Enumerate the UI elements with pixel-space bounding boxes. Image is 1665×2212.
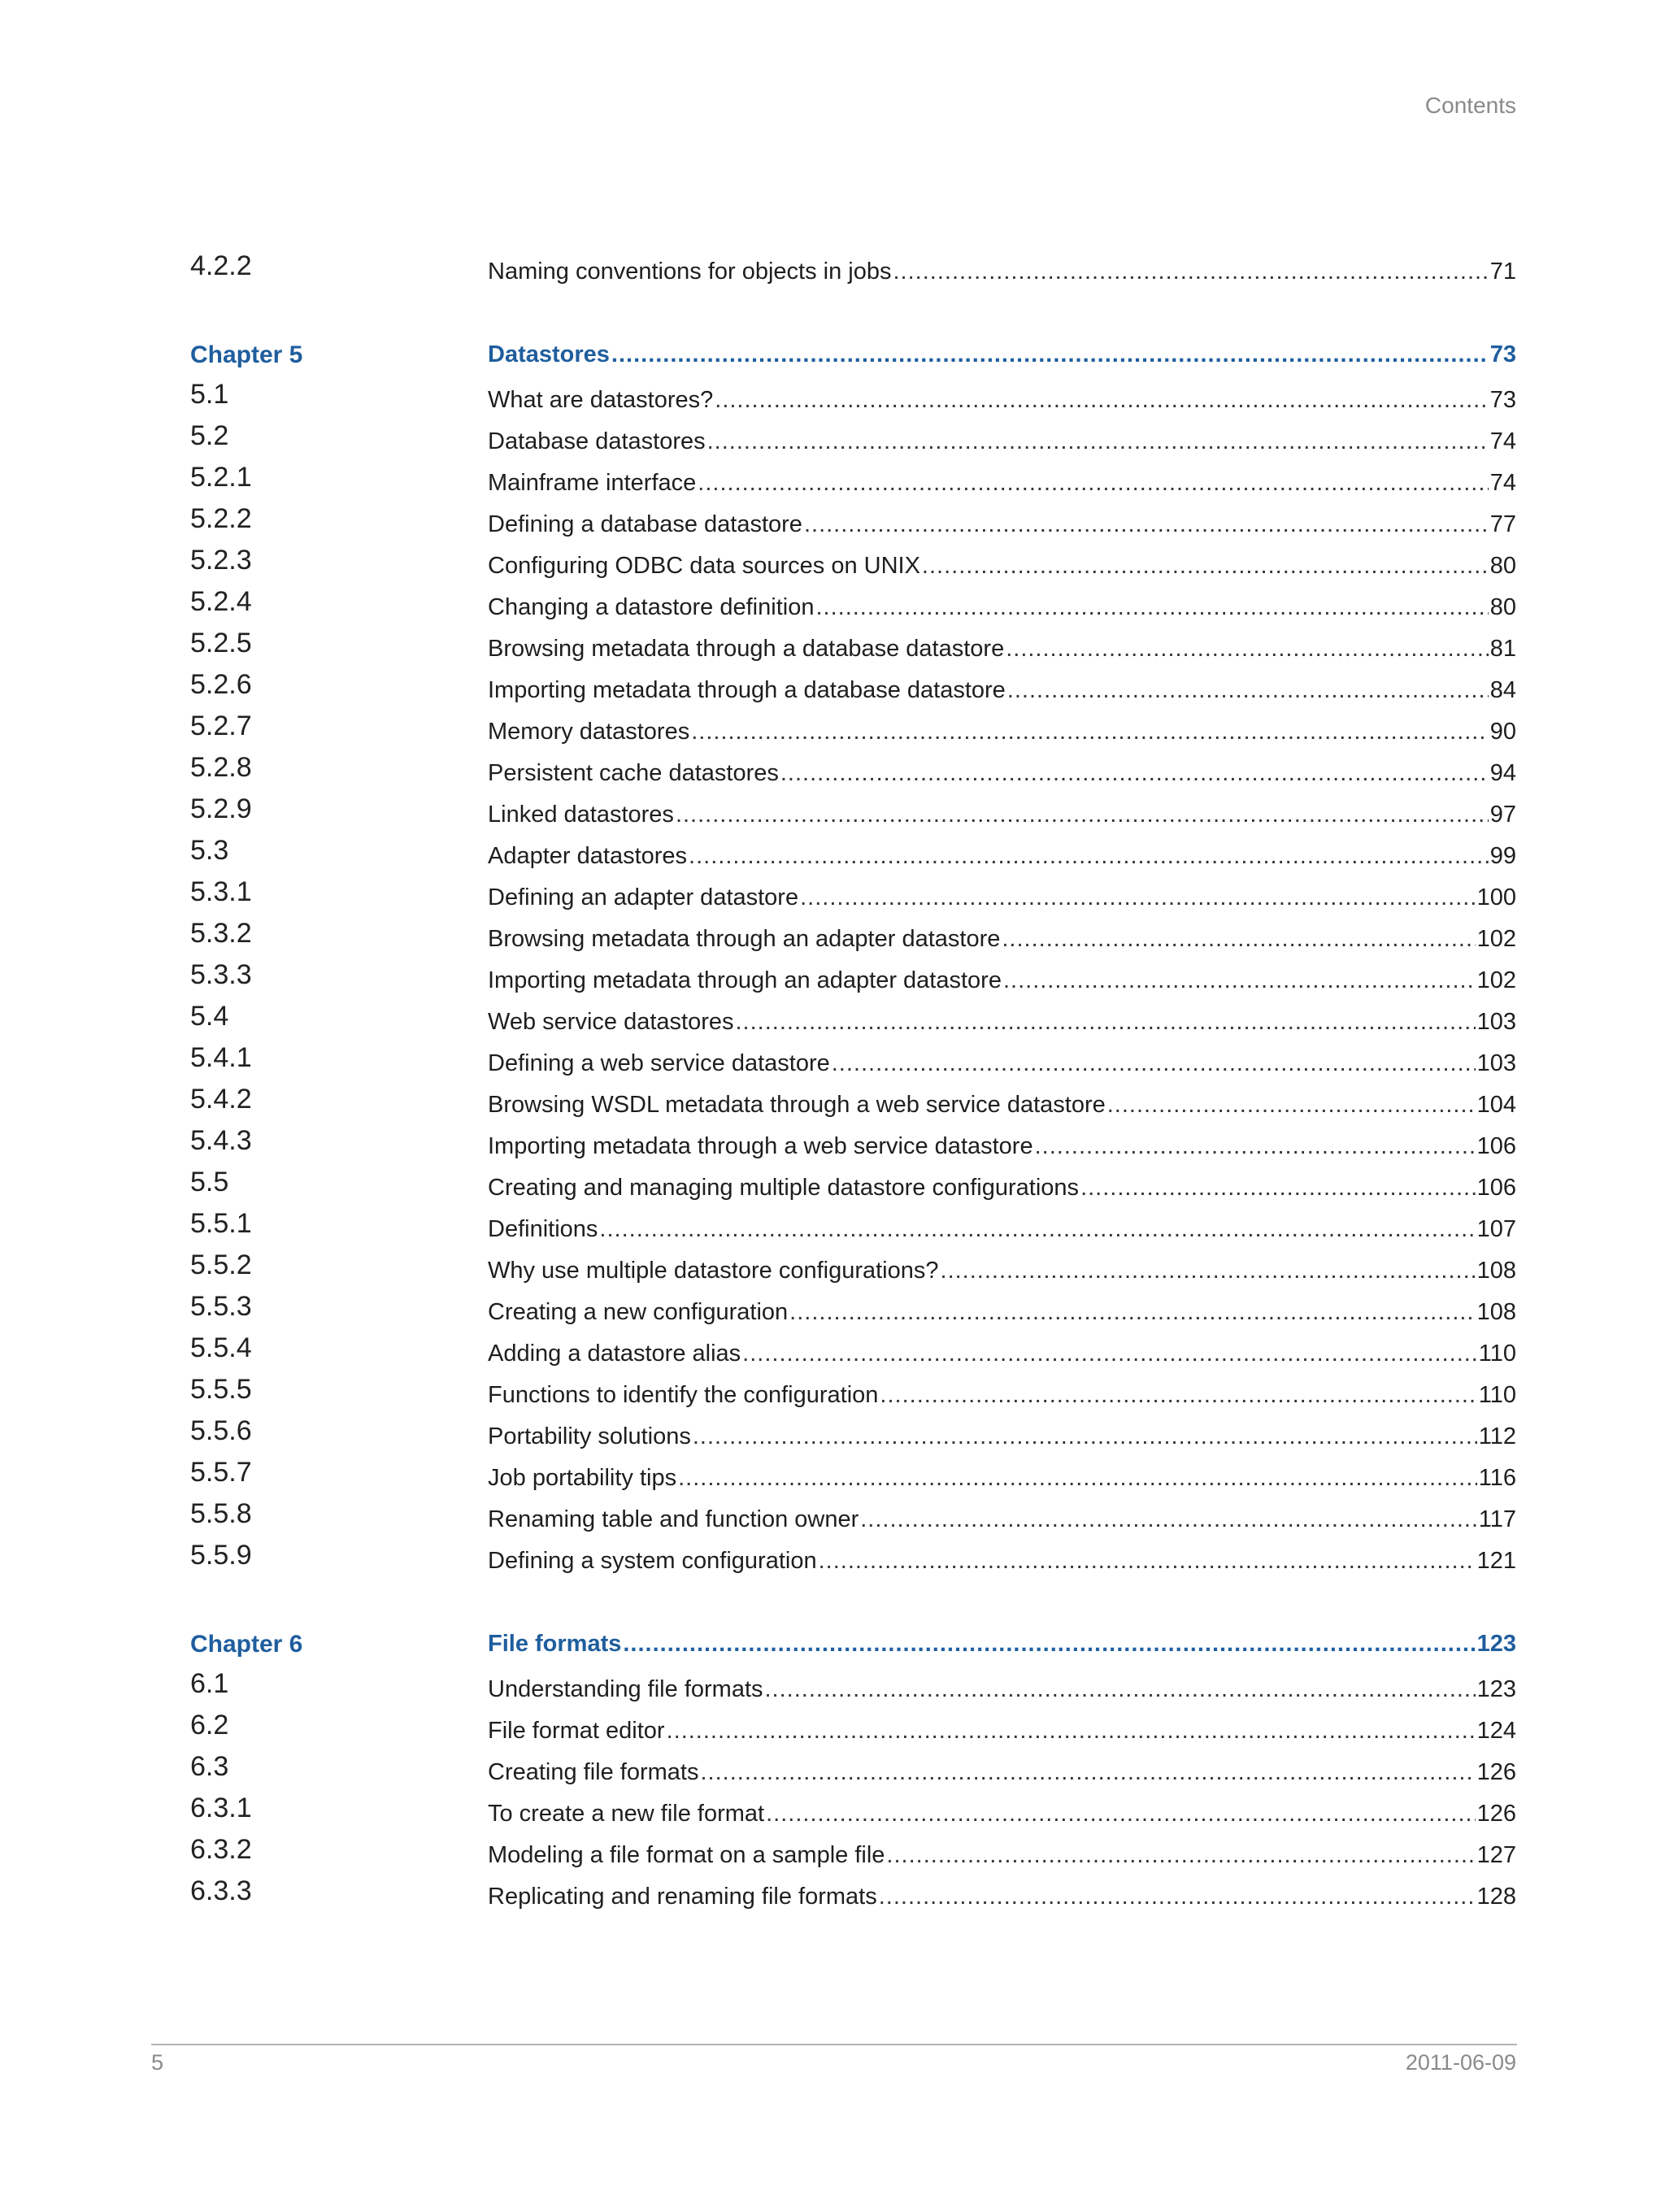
toc-entry-link[interactable] xyxy=(488,1341,1516,1367)
toc-entry-link[interactable] xyxy=(488,511,1516,538)
toc-entry-number: 5.5.9 xyxy=(190,1540,252,1571)
toc-entry-row[interactable] xyxy=(190,876,1516,918)
toc-entry-title: Functions to identify the configuration xyxy=(488,1382,879,1408)
toc-entry-number: 5.2.4 xyxy=(190,586,252,617)
toc-entry-row[interactable] xyxy=(190,1793,1516,1834)
toc-entry-row[interactable] xyxy=(190,1751,1516,1793)
toc-entry-page: 128 xyxy=(1476,1884,1516,1910)
dot-leader xyxy=(599,1216,1475,1243)
toc-entry-row[interactable] xyxy=(190,1167,1516,1208)
toc-entry-page: 84 xyxy=(1489,677,1516,703)
dot-leader xyxy=(766,1801,1476,1827)
toc-entry-row[interactable] xyxy=(190,462,1516,503)
dot-leader xyxy=(815,594,1488,621)
toc-entry-title: Browsing metadata through an adapter datastore xyxy=(488,926,1001,952)
toc-entry-number: 5.2.1 xyxy=(190,462,252,493)
toc-entry-page: 90 xyxy=(1489,719,1516,745)
dot-leader xyxy=(736,1009,1476,1036)
toc-entry-title: Creating a new configuration xyxy=(488,1299,789,1325)
toc-entry-row[interactable] xyxy=(190,1668,1516,1710)
dot-leader xyxy=(698,470,1488,497)
toc-entry-link[interactable] xyxy=(488,1382,1516,1409)
toc-entry-page: 94 xyxy=(1489,760,1516,786)
toc-entry-title: Web service datastores xyxy=(488,1009,734,1035)
toc-entry-number: 5.5 xyxy=(190,1167,229,1197)
toc-entry-row[interactable] xyxy=(190,1415,1516,1457)
dot-leader xyxy=(922,553,1489,580)
toc-entry-link[interactable] xyxy=(488,1258,1516,1284)
toc-chapter-row[interactable] xyxy=(190,333,1516,379)
toc-entry-row[interactable] xyxy=(190,793,1516,835)
dot-leader xyxy=(819,1548,1476,1575)
toc-entry-number: 5.5.2 xyxy=(190,1249,252,1280)
toc-entry-number: 5.4.3 xyxy=(190,1125,252,1156)
toc-entry-row[interactable] xyxy=(190,1084,1516,1125)
toc-entry-row[interactable] xyxy=(190,959,1516,1001)
toc-entry-link[interactable] xyxy=(488,1631,1516,1658)
toc-entry-link[interactable] xyxy=(488,1884,1516,1910)
toc-entry-title: Renaming table and function owner xyxy=(488,1506,859,1532)
toc-entry-link[interactable] xyxy=(488,1548,1516,1575)
toc-entry-title: Creating file formats xyxy=(488,1759,699,1785)
toc-entry-row[interactable] xyxy=(190,250,1516,292)
toc-entry-number: 5.1 xyxy=(190,379,229,410)
toc-entry-page: 121 xyxy=(1476,1548,1516,1574)
toc-entry-row[interactable] xyxy=(190,711,1516,752)
toc-entry-page: 103 xyxy=(1476,1009,1516,1035)
toc-entry-page: 73 xyxy=(1489,341,1516,367)
toc-entry-number: Chapter 6 xyxy=(190,1631,303,1658)
toc-entry-row[interactable] xyxy=(190,1374,1516,1415)
toc-entry-page: 97 xyxy=(1489,802,1516,828)
dot-leader xyxy=(707,428,1489,455)
toc-entry-title: Adding a datastore alias xyxy=(488,1341,741,1367)
toc-entry-link[interactable] xyxy=(488,760,1516,787)
dot-leader xyxy=(893,259,1488,285)
toc-entry-number: 5.5.8 xyxy=(190,1498,252,1529)
toc-entry-number: 5.5.5 xyxy=(190,1374,252,1405)
toc-entry-title: Defining a system configuration xyxy=(488,1548,817,1574)
toc-entry-link[interactable] xyxy=(488,802,1516,828)
toc-entry-title: Job portability tips xyxy=(488,1465,677,1491)
toc-entry-row[interactable] xyxy=(190,1875,1516,1917)
toc-entry-link[interactable] xyxy=(488,1175,1516,1202)
toc-entry-row[interactable] xyxy=(190,1001,1516,1042)
toc-entry-number: 5.2.3 xyxy=(190,545,252,576)
dot-leader xyxy=(701,1759,1476,1786)
dot-leader xyxy=(693,1423,1477,1450)
toc-entry-link[interactable] xyxy=(488,967,1516,994)
toc-entry-title: Database datastores xyxy=(488,428,706,454)
toc-entry-link[interactable] xyxy=(488,884,1516,911)
toc-entry-link[interactable] xyxy=(488,677,1516,704)
toc-entry-row[interactable] xyxy=(190,752,1516,793)
toc-entry-title: Creating and managing multiple datastore configurations xyxy=(488,1175,1080,1201)
toc-entry-page: 100 xyxy=(1476,884,1516,910)
dot-leader xyxy=(1003,967,1476,994)
toc-entry-page: 108 xyxy=(1476,1299,1516,1325)
toc-entry-link[interactable] xyxy=(488,553,1516,580)
toc-entry-page: 102 xyxy=(1476,967,1516,993)
dot-leader xyxy=(667,1718,1476,1745)
toc-entry-row[interactable] xyxy=(190,1457,1516,1498)
toc-entry-row[interactable] xyxy=(190,420,1516,462)
toc-entry-row[interactable] xyxy=(190,1540,1516,1581)
running-header: Contents xyxy=(1424,93,1516,118)
toc-entry-page: 116 xyxy=(1478,1465,1516,1491)
toc-entry-link[interactable] xyxy=(488,719,1516,745)
toc-entry-number: 5.5.6 xyxy=(190,1415,252,1446)
toc-entry-title: Understanding file formats xyxy=(488,1676,763,1702)
toc-entry-title: Linked datastores xyxy=(488,802,674,828)
toc-entry-row[interactable] xyxy=(190,586,1516,628)
toc-entry-link[interactable] xyxy=(488,1216,1516,1243)
toc-entry-title: Mainframe interface xyxy=(488,470,697,496)
toc-entry-link[interactable] xyxy=(488,1506,1516,1533)
dot-leader xyxy=(623,1631,1475,1658)
dot-leader xyxy=(1007,677,1489,704)
dot-leader xyxy=(715,387,1488,414)
toc-entry-page: 102 xyxy=(1476,926,1516,952)
toc-entry-link[interactable] xyxy=(488,1676,1516,1703)
toc-entry-number: 6.3.1 xyxy=(190,1793,252,1823)
toc-entry-title: Changing a datastore definition xyxy=(488,594,815,620)
toc-entry-title: Importing metadata through an adapter datastore xyxy=(488,967,1002,993)
toc-entry-page: 77 xyxy=(1489,511,1516,537)
toc-entry-page: 74 xyxy=(1489,428,1516,454)
toc-entry-title: Naming conventions for objects in jobs xyxy=(488,259,892,285)
dot-leader xyxy=(879,1884,1476,1910)
toc-entry-row[interactable] xyxy=(190,835,1516,876)
toc-entry-number: 5.2.7 xyxy=(190,711,252,741)
dot-leader xyxy=(780,760,1489,787)
toc-entry-page: 104 xyxy=(1476,1092,1516,1118)
toc-entry-number: 5.2.2 xyxy=(190,503,252,534)
toc-entry-link[interactable] xyxy=(488,1133,1516,1160)
dot-leader xyxy=(1035,1133,1476,1160)
toc-entry-page: 112 xyxy=(1478,1423,1516,1449)
toc-entry-link[interactable] xyxy=(488,1718,1516,1745)
dot-leader xyxy=(860,1506,1477,1533)
footer-date: 2011-06-09 xyxy=(1405,2050,1516,2075)
toc-entry-number: 5.3.3 xyxy=(190,959,252,990)
toc-entry-page: 117 xyxy=(1478,1506,1516,1532)
toc-entry-page: 110 xyxy=(1478,1382,1516,1408)
dot-leader xyxy=(804,511,1489,538)
toc-entry-number: 6.2 xyxy=(190,1710,229,1740)
toc-entry-page: 80 xyxy=(1489,594,1516,620)
toc-entry-number: 5.5.3 xyxy=(190,1291,252,1322)
toc-entry-title: Modeling a file format on a sample file xyxy=(488,1842,885,1868)
dot-leader xyxy=(1107,1092,1476,1119)
toc-entry-row[interactable] xyxy=(190,503,1516,545)
toc-entry-row[interactable] xyxy=(190,1710,1516,1751)
toc-entry-number: 5.4.2 xyxy=(190,1084,252,1115)
dot-leader xyxy=(678,1465,1477,1492)
toc-entry-row[interactable] xyxy=(190,1208,1516,1249)
toc-entry-number: 6.3.3 xyxy=(190,1875,252,1906)
toc-entry-number: 5.2.8 xyxy=(190,752,252,783)
toc-entry-page: 123 xyxy=(1476,1676,1516,1702)
toc-entry-title: What are datastores? xyxy=(488,387,714,413)
toc-entry-number: 5.5.4 xyxy=(190,1332,252,1363)
toc-entry-row[interactable] xyxy=(190,1042,1516,1084)
toc-entry-page: 123 xyxy=(1476,1631,1516,1657)
toc-entry-title: Persistent cache datastores xyxy=(488,760,779,786)
toc-entry-link[interactable] xyxy=(488,470,1516,497)
toc-entry-page: 127 xyxy=(1476,1842,1516,1868)
toc-entry-title: Definitions xyxy=(488,1216,598,1242)
toc-entry-title: File formats xyxy=(488,1631,622,1657)
table-of-contents xyxy=(190,250,1516,1917)
toc-entry-link[interactable] xyxy=(488,1009,1516,1036)
toc-entry-title: Portability solutions xyxy=(488,1423,691,1449)
toc-entry-title: Defining an adapter datastore xyxy=(488,884,799,910)
toc-entry-page: 80 xyxy=(1489,553,1516,579)
toc-entry-link[interactable] xyxy=(488,387,1516,414)
toc-entry-number: 5.2.5 xyxy=(190,628,252,658)
footer-page-number: 5 xyxy=(151,2050,164,2075)
toc-entry-row[interactable] xyxy=(190,1498,1516,1540)
toc-entry-title: Memory datastores xyxy=(488,719,690,745)
toc-entry-row[interactable] xyxy=(190,1249,1516,1291)
dot-leader xyxy=(691,719,1489,745)
toc-entry-title: Configuring ODBC data sources on UNIX xyxy=(488,553,920,579)
toc-entry-row[interactable] xyxy=(190,628,1516,669)
toc-entry-page: 103 xyxy=(1476,1050,1516,1076)
dot-leader xyxy=(1002,926,1475,953)
toc-entry-page: 106 xyxy=(1476,1133,1516,1159)
toc-entry-row[interactable] xyxy=(190,918,1516,959)
toc-entry-title: To create a new file format xyxy=(488,1801,765,1827)
dot-leader xyxy=(611,341,1489,368)
toc-entry-page: 108 xyxy=(1476,1258,1516,1284)
toc-entry-title: Why use multiple datastore configurations? xyxy=(488,1258,939,1284)
toc-entry-page: 124 xyxy=(1476,1718,1516,1744)
toc-entry-number: 6.1 xyxy=(190,1668,229,1699)
toc-entry-title: Importing metadata through a web service datastore xyxy=(488,1133,1033,1159)
toc-entry-number: 6.3.2 xyxy=(190,1834,252,1865)
toc-entry-number: 5.2.9 xyxy=(190,793,252,824)
toc-entry-link[interactable] xyxy=(488,1759,1516,1786)
toc-entry-number: 5.4 xyxy=(190,1001,229,1032)
toc-entry-title: Defining a web service datastore xyxy=(488,1050,830,1076)
toc-entry-link[interactable] xyxy=(488,1801,1516,1827)
toc-entry-number: 5.4.1 xyxy=(190,1042,252,1073)
toc-entry-link[interactable] xyxy=(488,843,1516,870)
toc-entry-number: 6.3 xyxy=(190,1751,229,1782)
toc-entry-title: Importing metadata through a database datastore xyxy=(488,677,1006,703)
dot-leader xyxy=(800,884,1476,911)
toc-entry-row[interactable] xyxy=(190,1834,1516,1875)
dot-leader xyxy=(1080,1175,1476,1202)
toc-entry-row[interactable] xyxy=(190,1125,1516,1167)
toc-entry-title: Defining a database datastore xyxy=(488,511,802,537)
toc-entry-page: 126 xyxy=(1476,1801,1516,1827)
toc-entry-page: 73 xyxy=(1489,387,1516,413)
toc-entry-number: 4.2.2 xyxy=(190,250,252,281)
toc-entry-title: File format editor xyxy=(488,1718,665,1744)
dot-leader xyxy=(676,802,1489,828)
toc-entry-row[interactable] xyxy=(190,1332,1516,1374)
toc-entry-page: 126 xyxy=(1476,1759,1516,1785)
toc-entry-page: 99 xyxy=(1489,843,1516,869)
dot-leader xyxy=(886,1842,1475,1869)
toc-entry-row[interactable] xyxy=(190,545,1516,586)
dot-leader xyxy=(880,1382,1476,1409)
toc-entry-number: 5.3.2 xyxy=(190,918,252,949)
toc-entry-page: 74 xyxy=(1489,470,1516,496)
toc-entry-number: 5.2 xyxy=(190,420,229,451)
toc-entry-link[interactable] xyxy=(488,341,1516,368)
toc-entry-number: Chapter 5 xyxy=(190,341,303,368)
toc-entry-title: Browsing metadata through a database datastore xyxy=(488,636,1005,662)
toc-entry-link[interactable] xyxy=(488,1465,1516,1492)
toc-entry-link[interactable] xyxy=(488,1423,1516,1450)
dot-leader xyxy=(765,1676,1476,1703)
toc-entry-title: Adapter datastores xyxy=(488,843,688,869)
dot-leader xyxy=(789,1299,1475,1326)
toc-entry-row[interactable] xyxy=(190,379,1516,420)
toc-entry-link[interactable] xyxy=(488,1050,1516,1077)
toc-chapter-row[interactable] xyxy=(190,1623,1516,1668)
toc-entry-link[interactable] xyxy=(488,259,1516,285)
toc-entry-page: 71 xyxy=(1489,259,1516,285)
toc-entry-number: 5.3.1 xyxy=(190,876,252,907)
toc-entry-link[interactable] xyxy=(488,1299,1516,1326)
dot-leader xyxy=(742,1341,1477,1367)
toc-entry-page: 110 xyxy=(1478,1341,1516,1367)
toc-entry-number: 5.3 xyxy=(190,835,229,866)
dot-leader xyxy=(1006,636,1489,663)
toc-entry-link[interactable] xyxy=(488,1092,1516,1119)
dot-leader xyxy=(832,1050,1476,1077)
toc-entry-number: 5.5.1 xyxy=(190,1208,252,1239)
dot-leader xyxy=(689,843,1489,870)
toc-entry-link[interactable] xyxy=(488,926,1516,953)
toc-entry-page: 107 xyxy=(1476,1216,1516,1242)
toc-entry-title: Replicating and renaming file formats xyxy=(488,1884,877,1910)
toc-entry-link[interactable] xyxy=(488,428,1516,455)
toc-entry-title: Browsing WSDL metadata through a web service datastore xyxy=(488,1092,1106,1118)
toc-entry-link[interactable] xyxy=(488,594,1516,621)
toc-entry-page: 106 xyxy=(1476,1175,1516,1201)
toc-entry-page: 81 xyxy=(1489,636,1516,662)
toc-entry-row[interactable] xyxy=(190,1291,1516,1332)
dot-leader xyxy=(941,1258,1476,1284)
toc-entry-title: Datastores xyxy=(488,341,610,367)
toc-entry-number: 5.2.6 xyxy=(190,669,252,700)
toc-entry-link[interactable] xyxy=(488,1842,1516,1869)
toc-entry-number: 5.5.7 xyxy=(190,1457,252,1488)
footer-divider xyxy=(151,2044,1517,2045)
toc-entry-row[interactable] xyxy=(190,669,1516,711)
toc-entry-link[interactable] xyxy=(488,636,1516,663)
